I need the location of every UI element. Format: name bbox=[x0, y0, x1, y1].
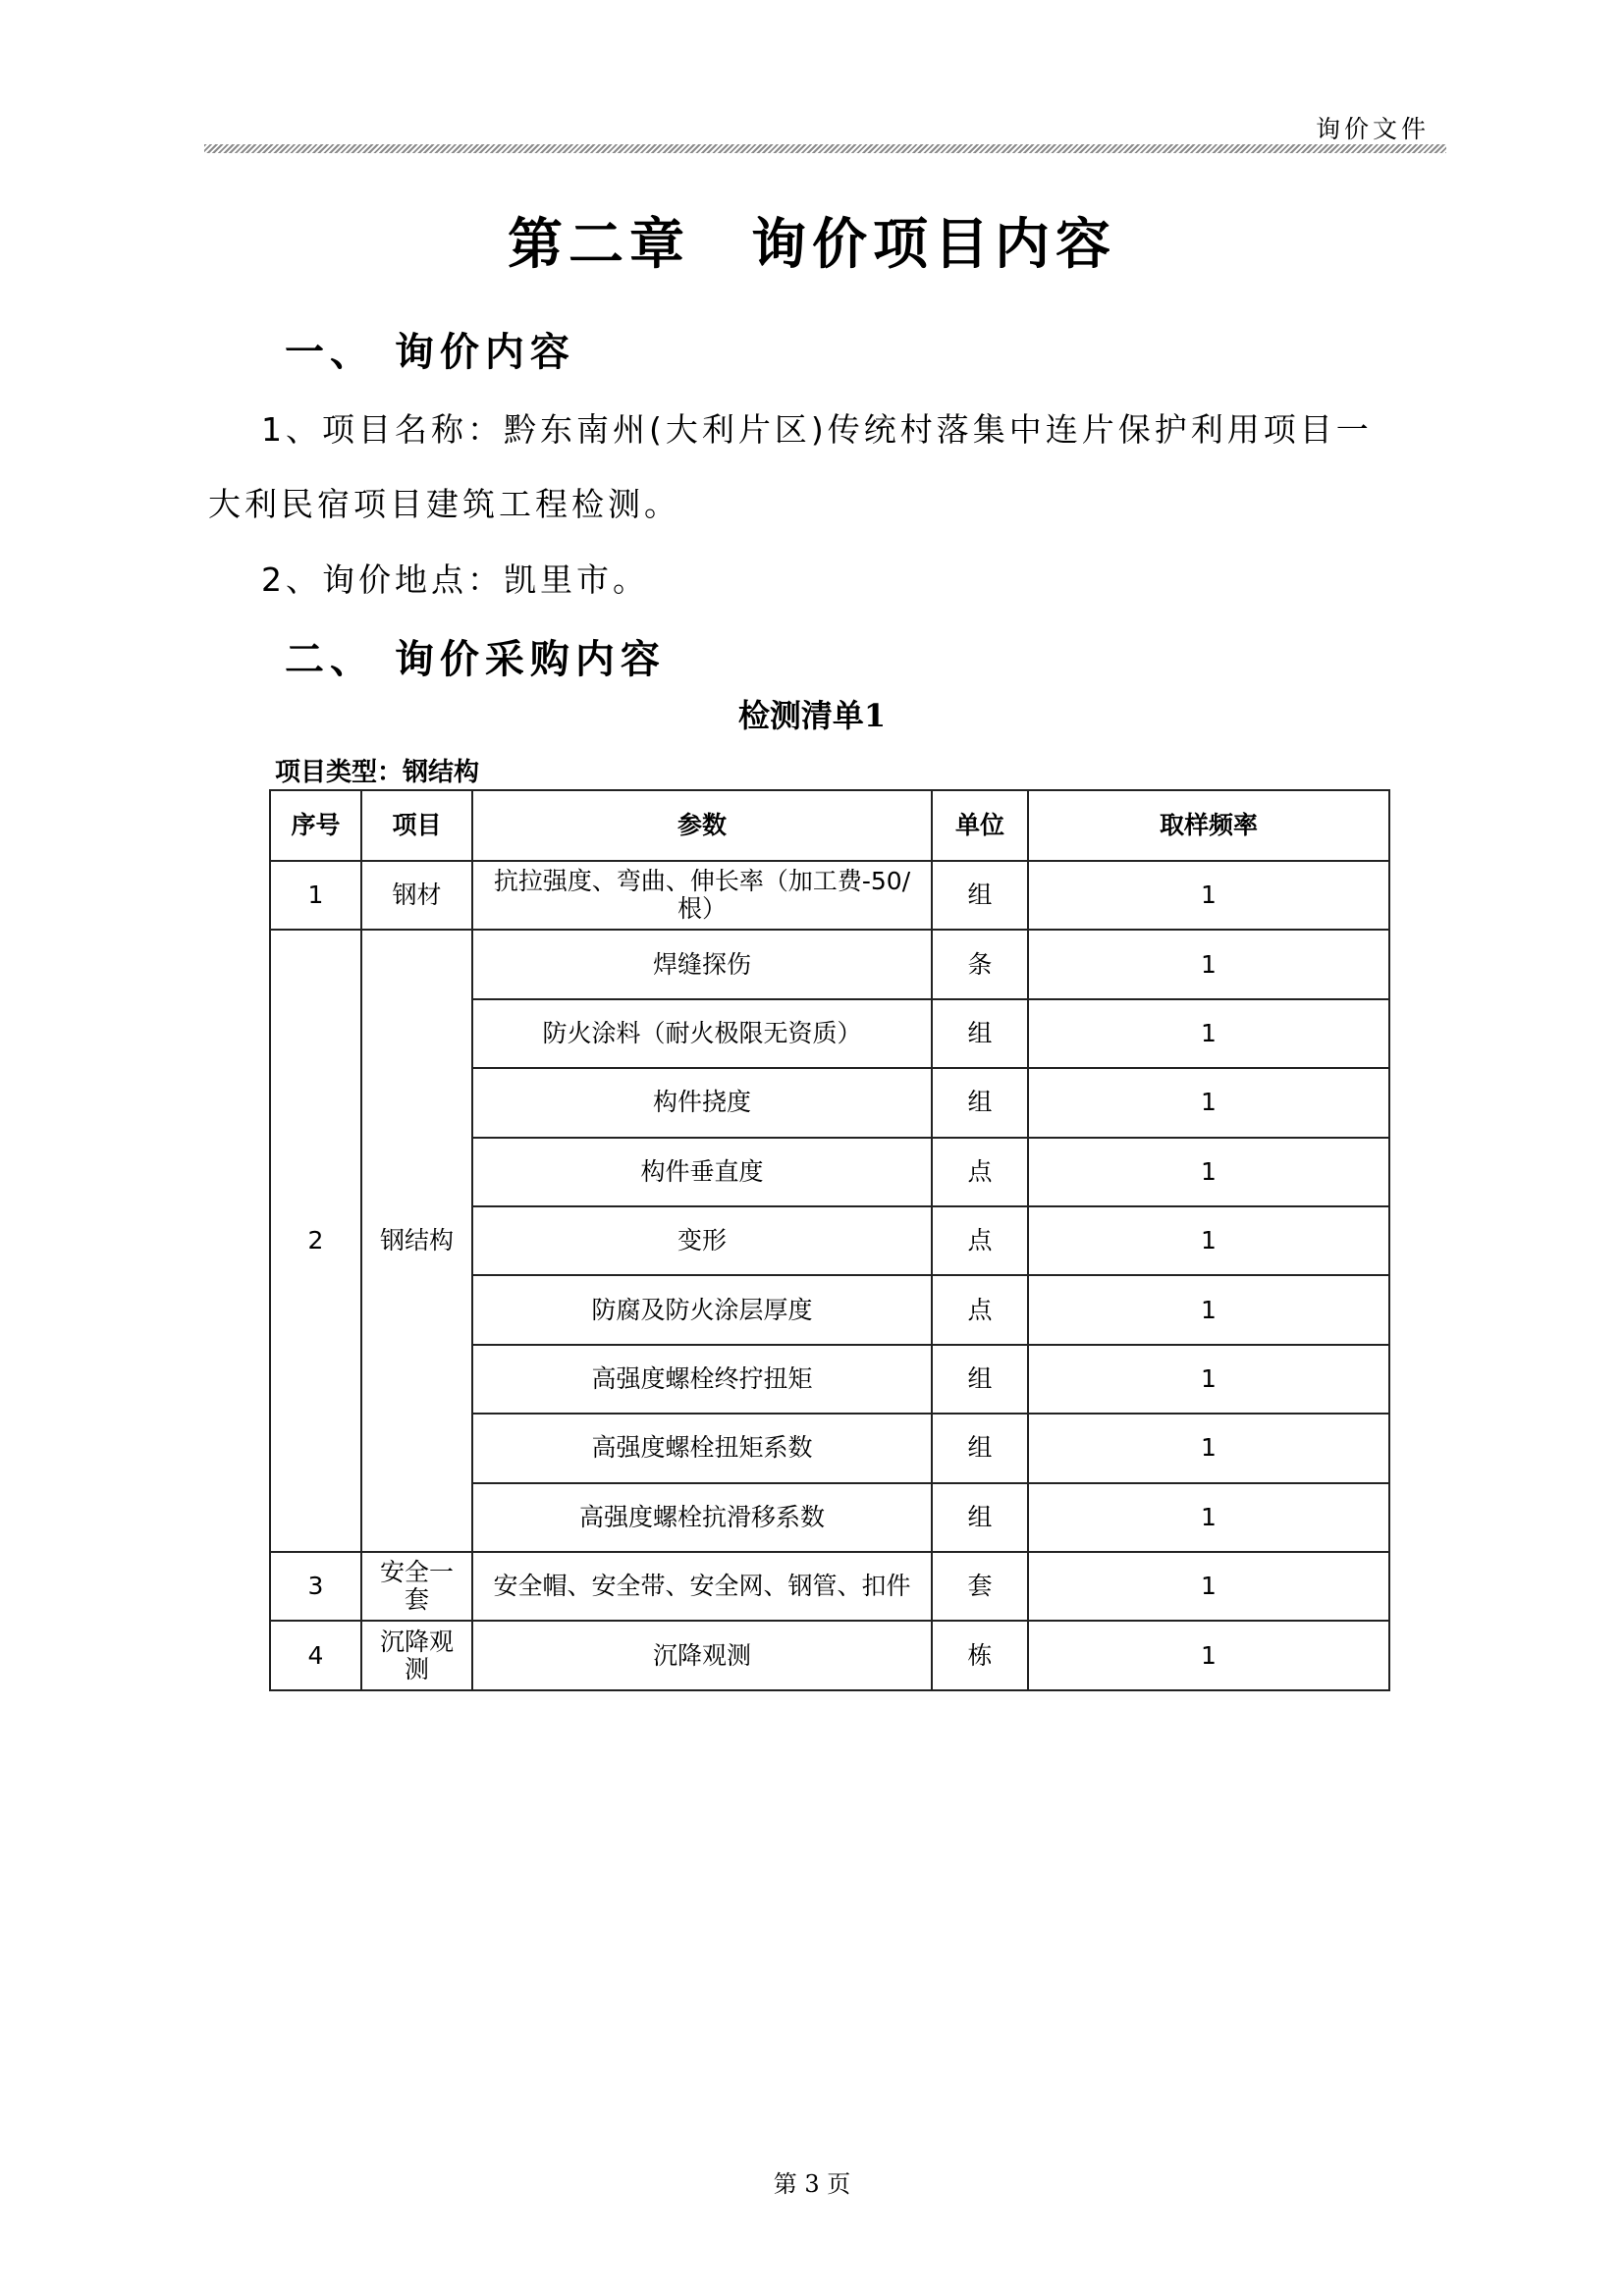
cell-freq: 1 bbox=[1028, 999, 1389, 1068]
inspection-table bbox=[269, 789, 1390, 1691]
inquiry-location: 2、询价地点：凯里市。 bbox=[261, 561, 649, 599]
cell-freq: 1 bbox=[1028, 1275, 1389, 1344]
cell-freq: 1 bbox=[1028, 1068, 1389, 1137]
table-row bbox=[270, 861, 1389, 930]
cell-unit: 点 bbox=[932, 1138, 1028, 1206]
cell-unit: 套 bbox=[932, 1552, 1028, 1621]
table-row bbox=[270, 1552, 1389, 1621]
cell-param: 构件挠度 bbox=[472, 1068, 932, 1137]
table-title: 检测清单1 bbox=[737, 697, 887, 734]
cell-item: 沉降观测 bbox=[361, 1621, 472, 1690]
cell-freq: 1 bbox=[1028, 1206, 1389, 1275]
project-type-label: 项目类型：钢结构 bbox=[275, 758, 480, 787]
cell-param: 安全帽、安全带、安全网、钢管、扣件 bbox=[472, 1552, 932, 1621]
cell-unit: 条 bbox=[932, 930, 1028, 998]
table-row bbox=[270, 1621, 1389, 1690]
cell-seq: 2 bbox=[270, 930, 361, 1552]
header-unit: 单位 bbox=[932, 790, 1028, 861]
section-heading-1: 一、 询价内容 bbox=[285, 329, 575, 375]
cell-freq: 1 bbox=[1028, 1414, 1389, 1482]
cell-freq: 1 bbox=[1028, 1138, 1389, 1206]
header-label: 询价文件 bbox=[1316, 115, 1431, 143]
cell-unit: 组 bbox=[932, 1345, 1028, 1414]
cell-unit: 组 bbox=[932, 1483, 1028, 1552]
header-param: 参数 bbox=[472, 790, 932, 861]
cell-seq: 4 bbox=[270, 1621, 361, 1690]
cell-unit: 组 bbox=[932, 1068, 1028, 1137]
cell-param: 高强度螺栓抗滑移系数 bbox=[472, 1483, 932, 1552]
cell-freq: 1 bbox=[1028, 1483, 1389, 1552]
cell-param: 防腐及防火涂层厚度 bbox=[472, 1275, 932, 1344]
header-freq: 取样频率 bbox=[1028, 790, 1389, 861]
cell-unit: 点 bbox=[932, 1275, 1028, 1344]
cell-param: 高强度螺栓扭矩系数 bbox=[472, 1414, 932, 1482]
cell-param: 高强度螺栓终拧扭矩 bbox=[472, 1345, 932, 1414]
cell-param: 焊缝探伤 bbox=[472, 930, 932, 998]
header-item: 项目 bbox=[361, 790, 472, 861]
header-seq: 序号 bbox=[270, 790, 361, 861]
cell-unit: 组 bbox=[932, 999, 1028, 1068]
cell-freq: 1 bbox=[1028, 861, 1389, 930]
cell-param: 沉降观测 bbox=[472, 1621, 932, 1690]
cell-seq: 1 bbox=[270, 861, 361, 930]
table-row bbox=[270, 930, 1389, 998]
page-number: 第 3 页 bbox=[773, 2170, 851, 2198]
cell-seq: 3 bbox=[270, 1552, 361, 1621]
table-header-row bbox=[270, 790, 1389, 861]
cell-freq: 1 bbox=[1028, 930, 1389, 998]
cell-param: 构件垂直度 bbox=[472, 1138, 932, 1206]
cell-item: 安全一套 bbox=[361, 1552, 472, 1621]
cell-item: 钢结构 bbox=[361, 930, 472, 1552]
cell-unit: 栋 bbox=[932, 1621, 1028, 1690]
cell-param: 变形 bbox=[472, 1206, 932, 1275]
section-heading-2: 二、 询价采购内容 bbox=[285, 636, 666, 682]
project-name-line1: 1、项目名称：黔东南州(大利片区)传统村落集中连片保护利用项目一 bbox=[261, 410, 1373, 449]
chapter-title: 第二章 询价项目内容 bbox=[508, 212, 1116, 277]
cell-unit: 组 bbox=[932, 861, 1028, 930]
header-divider bbox=[204, 144, 1446, 153]
cell-item: 钢材 bbox=[361, 861, 472, 930]
cell-unit: 组 bbox=[932, 1414, 1028, 1482]
cell-unit: 点 bbox=[932, 1206, 1028, 1275]
project-name-line2: 大利民宿项目建筑工程检测。 bbox=[208, 485, 680, 523]
cell-freq: 1 bbox=[1028, 1552, 1389, 1621]
cell-param: 防火涂料（耐火极限无资质） bbox=[472, 999, 932, 1068]
cell-param: 抗拉强度、弯曲、伸长率（加工费-50/根） bbox=[472, 861, 932, 930]
cell-freq: 1 bbox=[1028, 1621, 1389, 1690]
cell-freq: 1 bbox=[1028, 1345, 1389, 1414]
